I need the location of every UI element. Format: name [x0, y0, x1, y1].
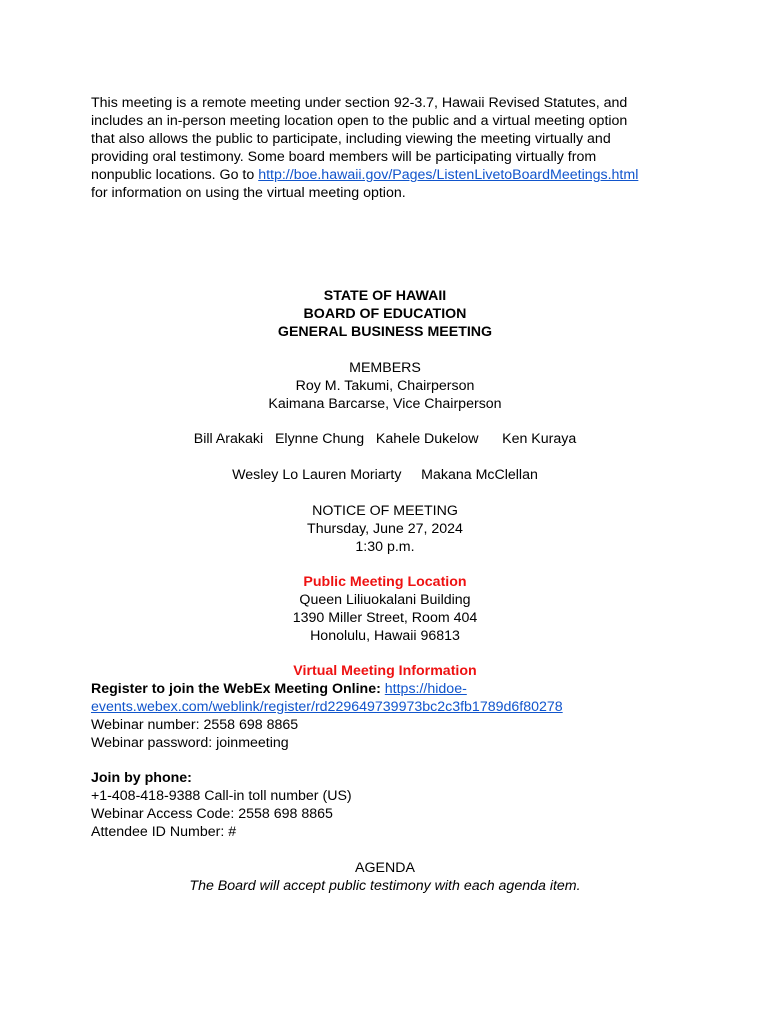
notice-section [0, 502, 770, 556]
access-code: Webinar Access Code: 2558 698 8865 [91, 806, 333, 822]
agenda-note: The Board will accept public testimony with each agenda item. [189, 878, 581, 894]
member-name: Wesley Lo [232, 467, 299, 483]
member-name: Makana McClellan [421, 467, 538, 483]
register-link-part2[interactable]: events.webex.com/weblink/register/rd229649739973bc2c3fb1789d6f80278 [91, 699, 563, 715]
intro-line: for information on using the virtual meeting option. [91, 185, 406, 201]
register-label: Register to join the WebEx Meeting Online: [91, 681, 381, 697]
virtual-section [91, 680, 691, 752]
agenda-heading: AGENDA [355, 860, 415, 876]
meeting-title: GENERAL BUSINESS MEETING [277, 324, 493, 340]
intro-paragraph [91, 94, 691, 202]
agenda-section [0, 859, 770, 895]
chairperson: Roy M. Takumi, Chairperson [295, 378, 475, 394]
register-line [91, 680, 691, 698]
location-city: Honolulu, Hawaii 96813 [310, 628, 460, 644]
webinar-number: Webinar number: 2558 698 8865 [91, 717, 299, 733]
board-title: BOARD OF EDUCATION [303, 306, 467, 322]
member-name: Kahele Dukelow [375, 431, 479, 447]
intro-line: includes an in-person meeting location open to the public and a virtual meeting option [91, 113, 628, 129]
members-heading: MEMBERS [349, 360, 421, 376]
member-name: Lauren Moriarty [302, 467, 402, 483]
notice-heading: NOTICE OF MEETING [312, 503, 458, 519]
intro-line: This meeting is a remote meeting under section 92-3.7, Hawaii Revised Statutes, and [91, 95, 628, 111]
virtual-heading: Virtual Meeting Information [293, 663, 477, 679]
member-name: Bill Arakaki [193, 431, 264, 447]
webinar-password: Webinar password: joinmeeting [91, 735, 289, 751]
members-row-2 [0, 466, 770, 484]
intro-line: providing oral testimony. Some board members will be participating virtually from [91, 149, 597, 165]
intro-line-prefix: nonpublic locations. Go to [91, 167, 259, 183]
location-street: 1390 Miller Street, Room 404 [292, 610, 478, 626]
meeting-time: 1:30 p.m. [355, 539, 415, 555]
members-section [0, 359, 770, 413]
listen-live-link[interactable]: http://boe.hawaii.gov/Pages/ListenLivetoBoardMeetings.html [258, 167, 639, 183]
register-link-line [91, 698, 691, 716]
state-title: STATE OF HAWAII [323, 288, 447, 304]
phone-heading: Join by phone: [91, 770, 192, 786]
location-building: Queen Liliuokalani Building [299, 592, 471, 608]
register-link-part1[interactable]: https://hidoe- [384, 681, 467, 697]
member-name: Ken Kuraya [502, 431, 577, 447]
members-row-1 [0, 430, 770, 448]
callin-number: +1-408-418-9388 Call-in toll number (US) [91, 788, 352, 804]
location-heading: Public Meeting Location [303, 574, 467, 590]
virtual-heading-wrap [0, 662, 770, 680]
vice-chairperson: Kaimana Barcarse, Vice Chairperson [268, 396, 502, 412]
intro-line: that also allows the public to participate, including viewing the meeting virtually and [91, 131, 611, 147]
phone-section [91, 769, 691, 841]
location-section [0, 573, 770, 645]
intro-line-with-link [91, 166, 691, 184]
attendee-id: Attendee ID Number: # [91, 824, 237, 840]
meeting-date: Thursday, June 27, 2024 [307, 521, 463, 537]
member-name: Elynne Chung [274, 431, 365, 447]
meeting-header [0, 287, 770, 341]
